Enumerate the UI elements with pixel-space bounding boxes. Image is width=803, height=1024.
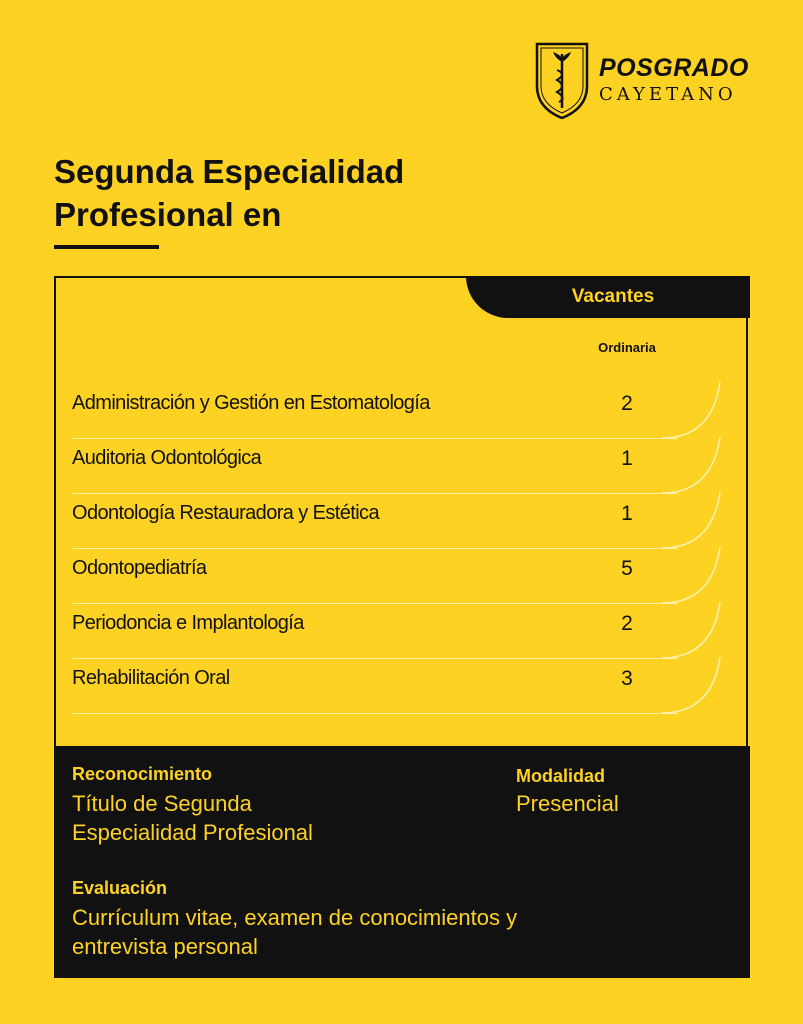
table-row	[72, 557, 732, 612]
specialty-name: Rehabilitación Oral	[72, 667, 230, 689]
table-row	[72, 392, 732, 447]
vacancy-count: 1	[621, 447, 633, 470]
row-curve-decoration	[662, 543, 722, 605]
title-underline	[54, 245, 159, 249]
row-divider	[72, 493, 678, 494]
row-divider	[72, 658, 678, 659]
row-curve-decoration	[662, 433, 722, 495]
row-divider	[72, 603, 678, 604]
specialty-name: Administración y Gestión en Estomatología	[72, 392, 430, 414]
ordinaria-column-header: Ordinaria	[598, 340, 656, 355]
vacancy-count: 2	[621, 392, 633, 415]
row-divider	[72, 438, 678, 439]
caduceus-crest-icon	[533, 40, 591, 120]
table-row	[72, 612, 732, 667]
page-title: Segunda Especialidad Profesional en	[54, 153, 405, 233]
evaluacion-line-1: Currículum vitae, examen de conocimientos y	[72, 905, 518, 930]
specialty-name: Odontopediatría	[72, 557, 207, 579]
row-curve-decoration	[662, 488, 722, 550]
specialty-name: Periodoncia e Implantología	[72, 612, 304, 634]
vacantes-header: Vacantes	[466, 276, 750, 318]
row-curve-decoration	[662, 653, 722, 715]
program-info-box	[54, 746, 750, 978]
table-row	[72, 667, 732, 722]
row-curve-decoration	[662, 598, 722, 660]
reconocimiento-line-1: Título de Segunda	[72, 791, 252, 816]
vacancy-count: 2	[621, 612, 633, 635]
specialty-name: Auditoria Odontológica	[72, 447, 262, 469]
vacancy-count: 1	[621, 502, 633, 525]
vacancy-count: 3	[621, 667, 633, 690]
modalidad-value: Presencial	[516, 791, 619, 816]
modalidad-label: Modalidad	[516, 766, 605, 786]
logo-line-1: POSGRADO	[599, 54, 749, 82]
logo-line-2: CAYETANO	[599, 84, 737, 105]
brand-logo	[533, 40, 773, 120]
specialty-name: Odontología Restauradora y Estética	[72, 502, 379, 524]
evaluacion-label: Evaluación	[72, 878, 168, 898]
table-row	[72, 447, 732, 502]
reconocimiento-label: Reconocimiento	[72, 764, 213, 784]
reconocimiento-line-2: Especialidad Profesional	[72, 820, 313, 845]
row-divider	[72, 548, 678, 549]
row-curve-decoration	[662, 378, 722, 440]
table-row	[72, 502, 732, 557]
evaluacion-line-2: entrevista personal	[72, 934, 258, 959]
row-divider	[72, 713, 678, 714]
vacancy-count: 5	[621, 557, 633, 580]
